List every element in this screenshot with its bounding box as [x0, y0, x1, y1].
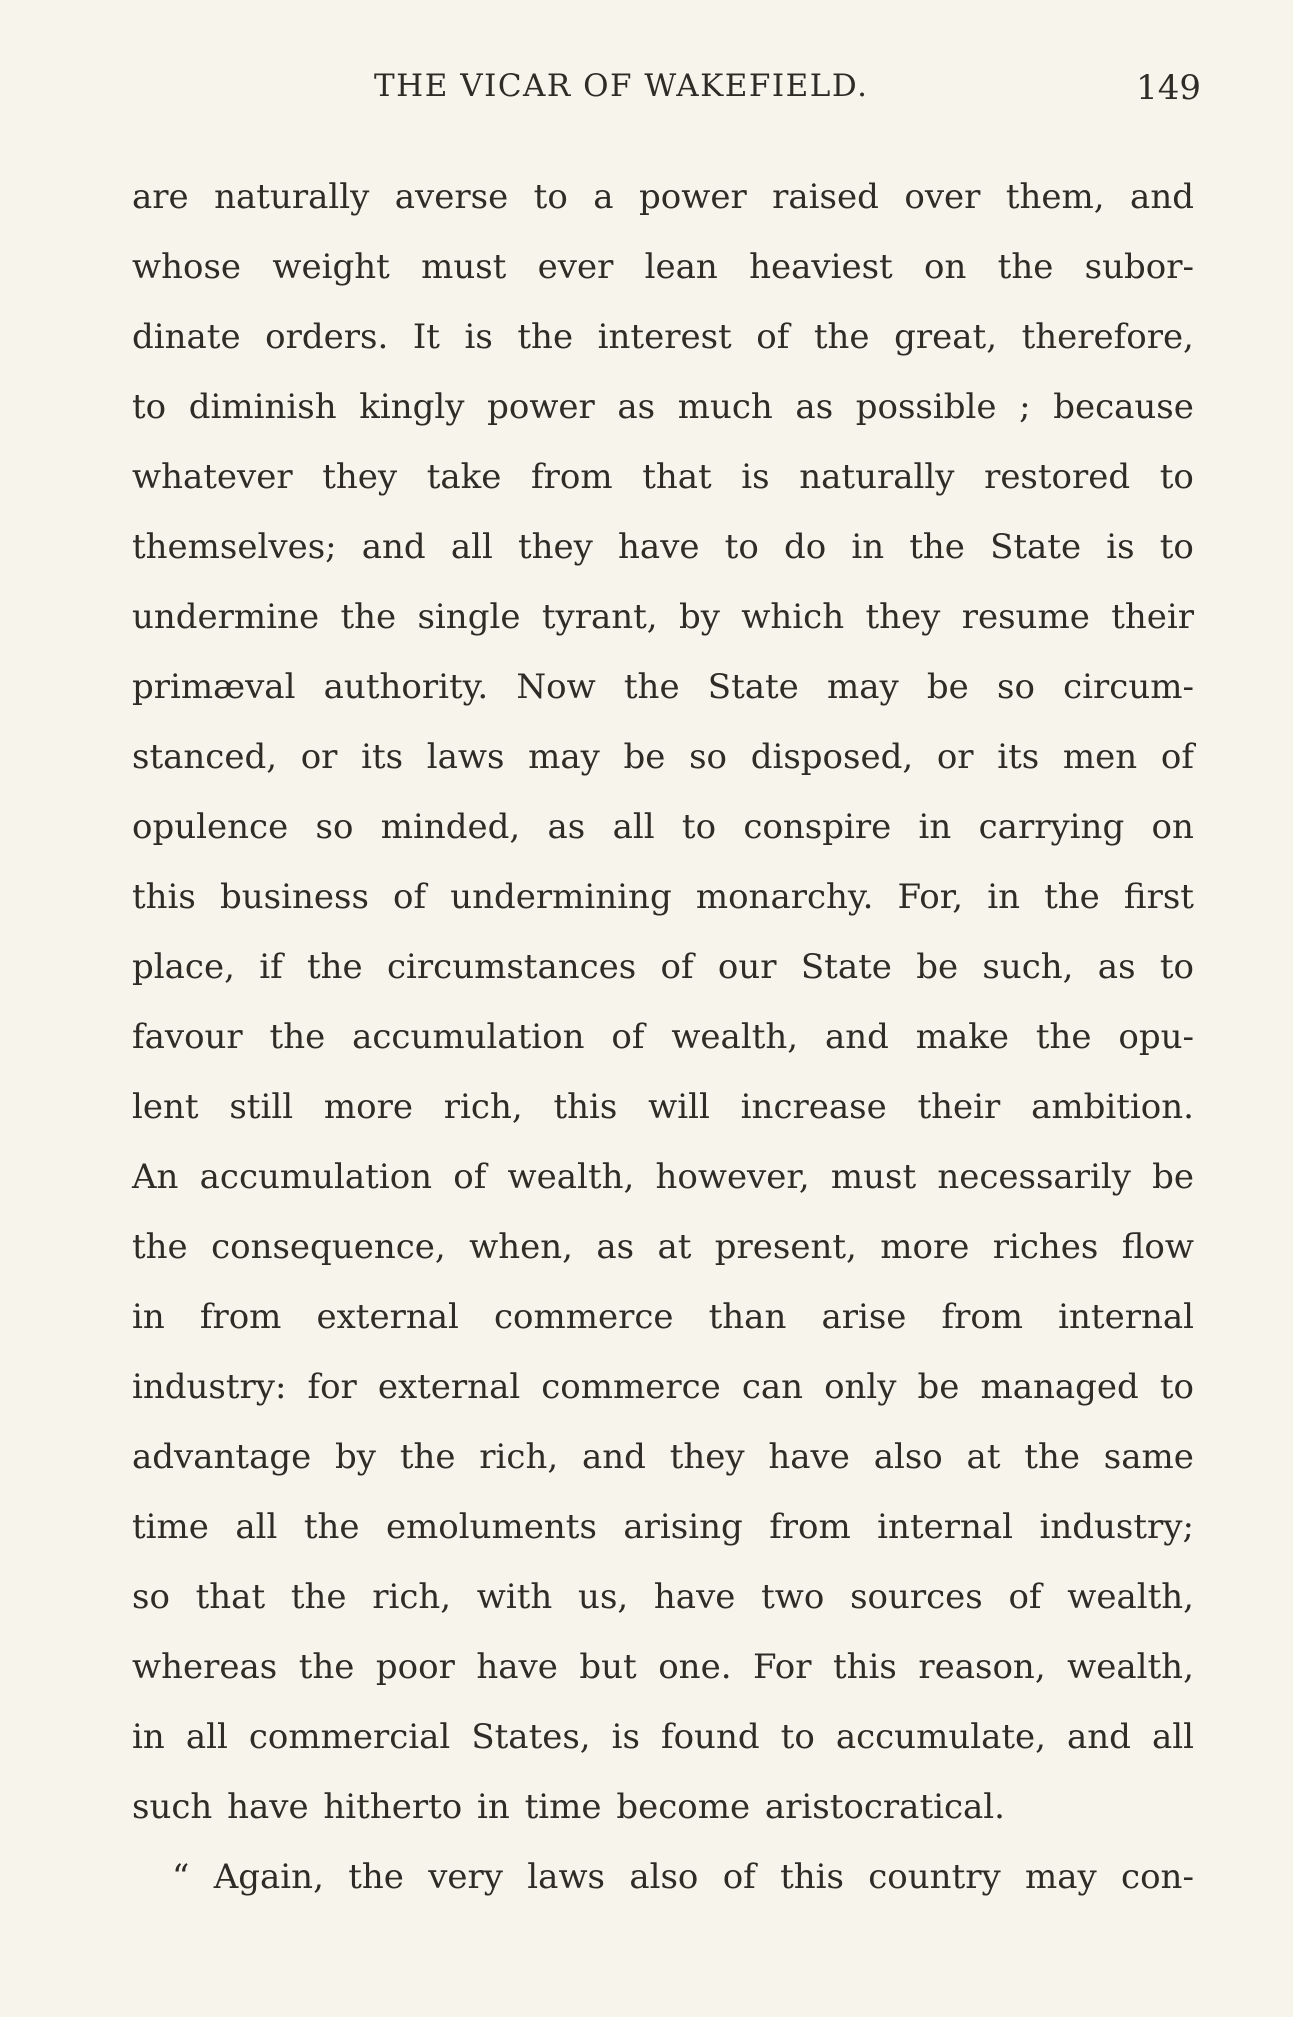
text-line: so that the rich, with us, have two sources of wealth,	[132, 1577, 1194, 1617]
text-line: industry: for external commerce can only be managed to	[132, 1367, 1194, 1407]
text-line: lent still more rich, this will increase their ambition.	[132, 1087, 1194, 1127]
paragraph-end-line: such have hitherto in time become aristocratical.	[132, 1787, 1005, 1827]
text-line: themselves; and all they have to do in the State is to	[132, 527, 1194, 567]
text-line: in from external commerce than arise from internal	[132, 1297, 1194, 1337]
text-line: undermine the single tyrant, by which they resume their	[132, 597, 1194, 637]
text-line: time all the emoluments arising from internal industry;	[132, 1507, 1194, 1547]
page-number: 149	[1136, 68, 1201, 108]
text-line: primæval authority. Now the State may be so circum-	[132, 667, 1194, 707]
paragraph-start-line: “ Again, the very laws also of this country may con-	[172, 1857, 1194, 1897]
running-title: THE VICAR OF WAKEFIELD.	[374, 68, 869, 104]
text-line: An accumulation of wealth, however, must necessarily be	[132, 1157, 1194, 1197]
text-line: advantage by the rich, and they have also at the same	[132, 1437, 1194, 1477]
text-line: in all commercial States, is found to accumulate, and all	[132, 1717, 1194, 1757]
text-line: whatever they take from that is naturally restored to	[132, 457, 1194, 497]
text-line: whereas the poor have but one. For this reason, wealth,	[132, 1647, 1194, 1687]
text-line: this business of undermining monarchy. For, in the first	[132, 877, 1194, 917]
text-line: to diminish kingly power as much as possible ; because	[132, 387, 1194, 427]
text-line: the consequence, when, as at present, more riches flow	[132, 1227, 1194, 1267]
text-line: opulence so minded, as all to conspire in carrying on	[132, 807, 1194, 847]
text-line: are naturally averse to a power raised over them, and	[132, 177, 1194, 217]
text-line: place, if the circumstances of our State be such, as to	[132, 947, 1194, 987]
text-line: favour the accumulation of wealth, and make the opu-	[132, 1017, 1194, 1057]
text-line: dinate orders. It is the interest of the great, therefore,	[132, 317, 1194, 357]
text-line: stanced, or its laws may be so disposed, or its men of	[132, 737, 1194, 777]
body-text	[132, 162, 1194, 1912]
text-line: whose weight must ever lean heaviest on the subor-	[132, 247, 1194, 287]
